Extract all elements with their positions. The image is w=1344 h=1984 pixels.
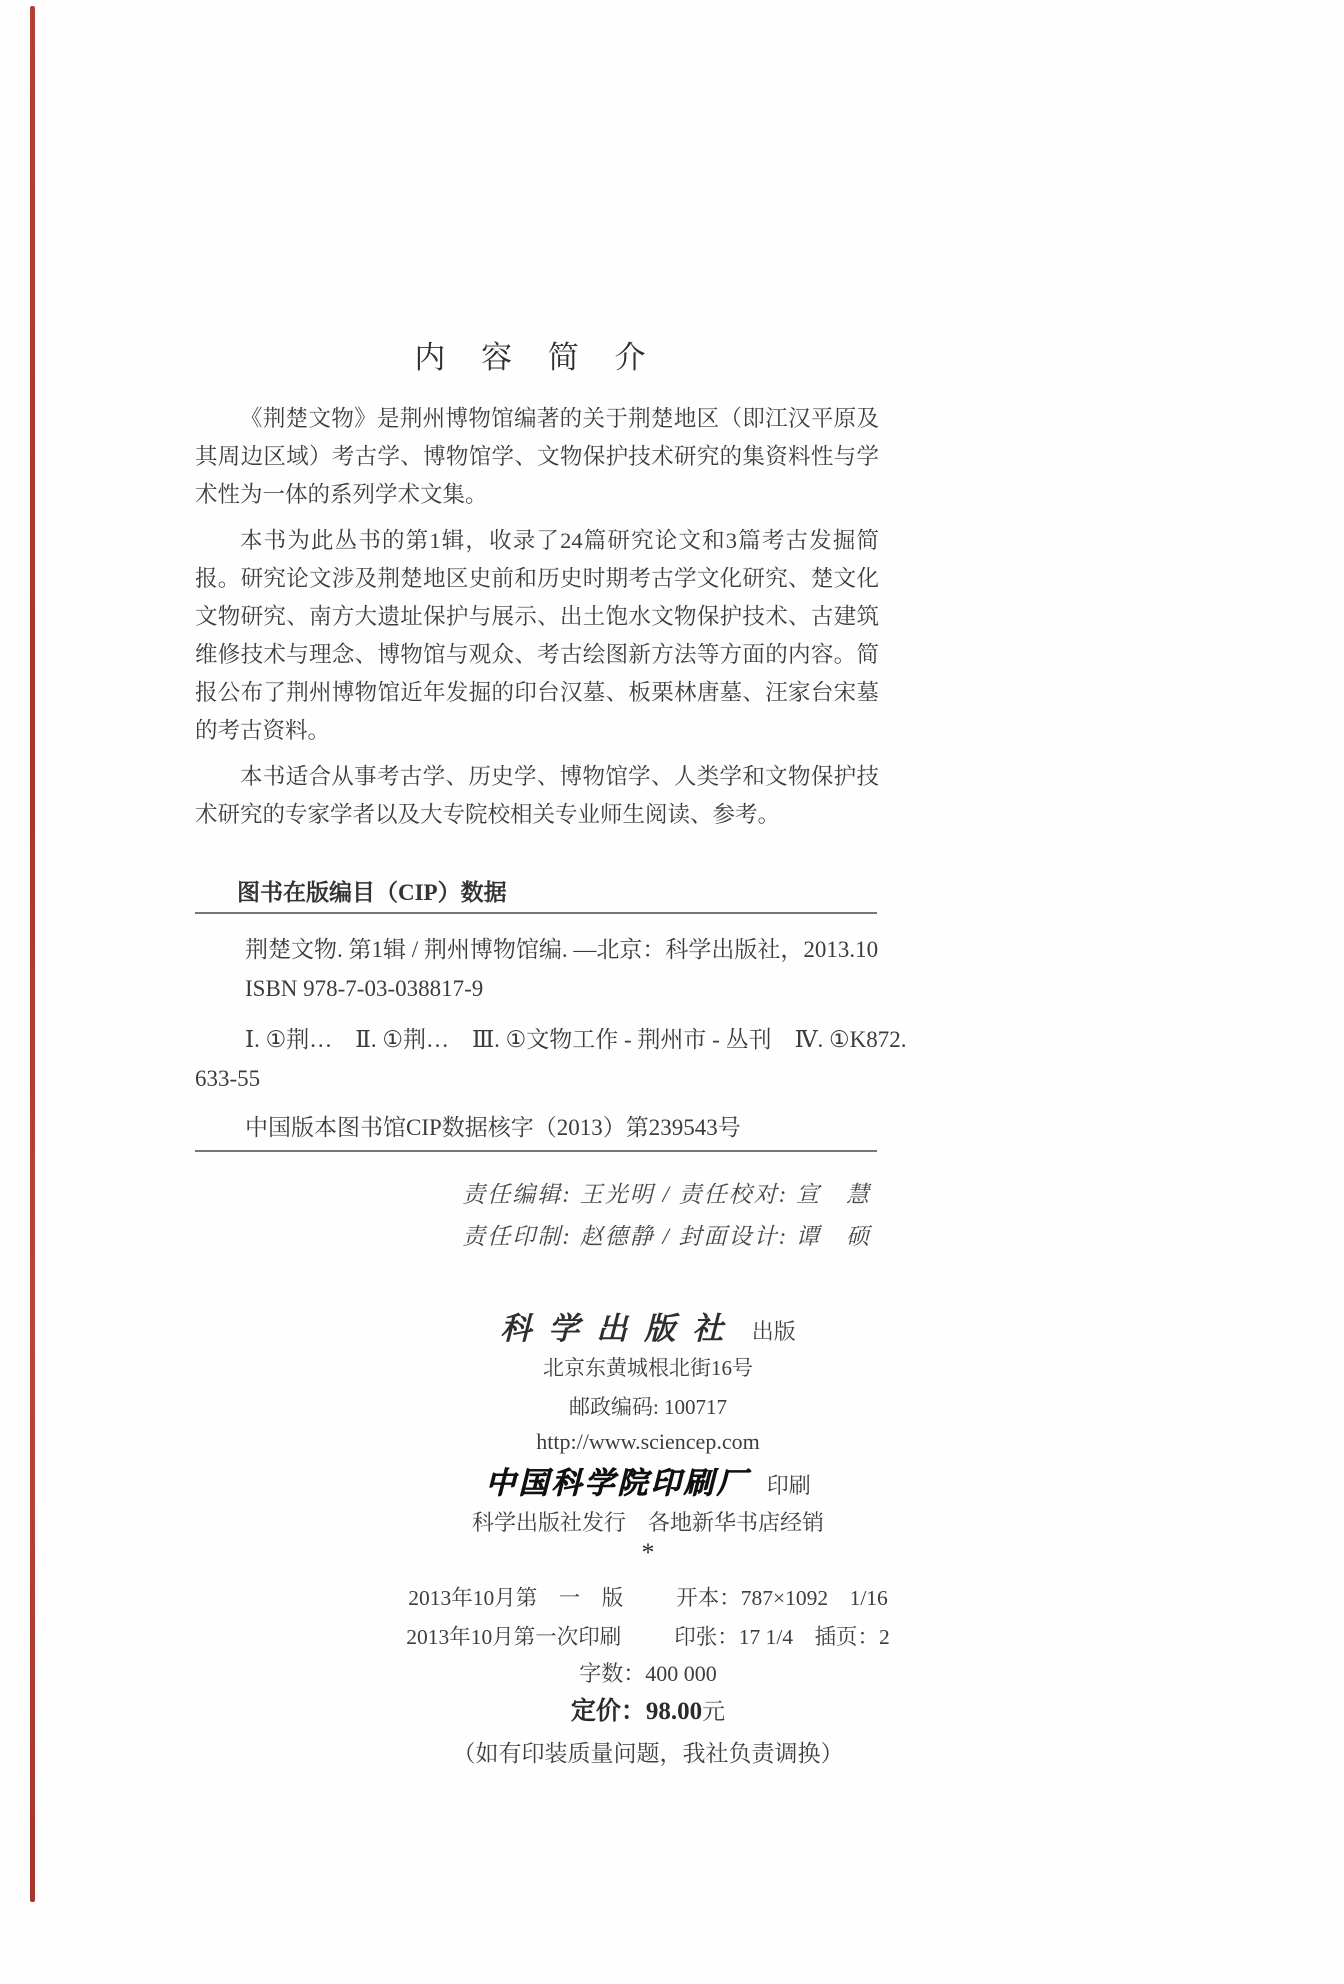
intro-paragraph: 本书适合从事考古学、历史学、博物馆学、人类学和文物保护技术研究的专家学者以及大专院校相关专业师生阅读、参考。 [195,764,879,827]
edition-date: 2013年10月第 一 版 [408,1586,624,1610]
cip-rule-top [195,912,877,914]
edition-line-1 [248,1581,1048,1612]
distribution-line: 科学出版社发行 各地新华书店经销 [471,1510,824,1535]
printer-logo-calligraphy: 中国科学院印刷厂 [485,1467,750,1500]
intro-paragraph: 《荆楚文物》是荆州博物馆编著的关于荆楚地区（即江汉平原及其周边区域）考古学、博物馆学、文物保护技术研究的集资料性与学术性为一体的系列学术文集。 [195,406,879,507]
word-count-line: 字数：400 000 [579,1661,717,1686]
printing-date: 2013年10月第一次印刷 [406,1625,622,1649]
cip-line: 荆楚文物. 第1辑 / 荆州博物馆编. —北京：科学出版社，2013.10 [245,937,879,962]
cip-heading: 图书在版编目（CIP）数据 [237,880,507,905]
scan-red-edge-line [30,6,35,1902]
price-value: 98.00 [645,1698,703,1725]
price-label: 定价： [570,1698,646,1725]
sheets-spec: 印张：17 1/4 插页：2 [674,1625,890,1649]
exchange-note: （如有印装质量问题，我社负责调换） [452,1741,844,1766]
intro-paragraph: 本书为此丛书的第1辑，收录了24篇研究论文和3篇考古发掘简报。研究论文涉及荆楚地区史前和历史时期考古学文化研究、楚文化文物研究、南方大遗址保护与展示、出土饱水文物保护技术、古建筑维修技术与理念、博物馆与观众、考古绘图新方法等方面的内容。简报公布了荆州博物馆近年发掘的印台汉墓、板栗林唐墓、汪家台宋墓的考古资料。 [195,528,879,743]
cip-classification-line: Ⅰ. ①荆… Ⅱ. ①荆… Ⅲ. ①文物工作 - 荆州市 - 丛刊 Ⅳ. ①K872. [245,1027,907,1052]
cip-record-number-line: 中国版本图书馆CIP数据核字（2013）第239543号 [245,1115,741,1140]
printer-line [248,1458,1048,1502]
publisher-url: http://www.sciencep.com [536,1429,760,1454]
publisher-logo-calligraphy: 科学出版社 [500,1311,741,1346]
cip-rule-bottom [195,1150,877,1152]
content-intro-text [195,400,879,842]
edition-line-2 [248,1620,1048,1651]
price-line [248,1691,1048,1727]
postal-code: 邮政编码: 100717 [568,1395,728,1419]
cip-classification-continuation: 633-55 [195,1066,261,1091]
staff-editors-line: 责任编辑: 王光明 / 责任校对: 宣 慧 [462,1182,871,1207]
content-intro-title: 内 容 简 介 [414,340,660,375]
asterisk-separator: * [641,1538,655,1567]
publisher-label: 出版 [751,1319,796,1344]
price-unit: 元 [702,1699,726,1724]
staff-printing-design-line: 责任印制: 赵德静 / 封面设计: 谭 硕 [462,1224,871,1249]
publisher-line [248,1303,1048,1348]
cip-isbn-line: ISBN 978-7-03-038817-9 [245,976,484,1001]
format-spec: 开本：787×1092 1/16 [676,1586,888,1610]
publisher-address: 北京东黄城根北街16号 [543,1356,753,1380]
printer-label: 印刷 [766,1473,811,1498]
